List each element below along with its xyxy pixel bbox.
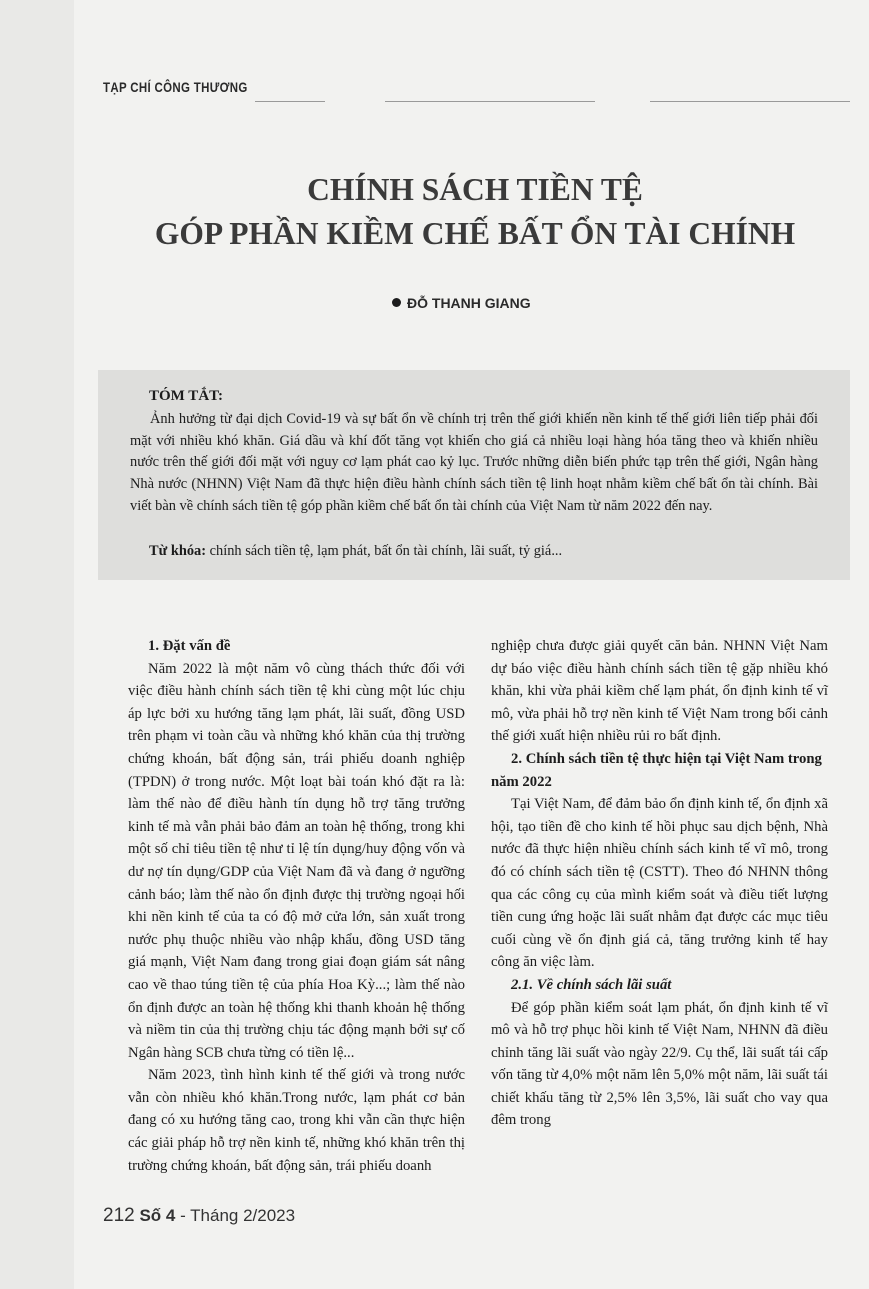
section-1-paragraph-2-continued: nghiệp chưa được giải quyết căn bản. NHNN Việt Nam dự báo việc điều hành chính sách tiền tệ gặp nhiều khó khăn, khi vừa phải kiềm chế lạm phát, ổn định kinh tế vĩ mô, vừa phải hỗ trợ nền kinh tế Việt Nam trong bối cảnh thế giới xuất hiện nhiều rủi ro bất định.: [491, 638, 828, 745]
page-footer: [103, 1205, 295, 1227]
keywords: [149, 543, 562, 560]
section-2-paragraph-1: Tại Việt Nam, để đảm bảo ổn định kinh tế, ổn định xã hội, tạo tiền đề cho kinh tế hồi phục sau dịch bệnh, Nhà nước đã thực hiện nhiều chính sách kinh tế vĩ mô, trong đó có chính sách tiền tệ (CSTT). Theo đó NHNN thông qua các công cụ của mình kiểm soát và điều tiết lượng tiền cung ứng hoặc lãi suất nhằm đạt được các mục tiêu cuối cùng về ổn định giá cả, tăng trưởng kinh tế hay công ăn việc làm.: [491, 796, 828, 971]
header-rule: [650, 101, 850, 102]
abstract-heading: TÓM TẮT:: [149, 388, 224, 404]
page-number: 212: [103, 1205, 135, 1226]
author-byline: [392, 295, 531, 311]
keywords-label: Từ khóa:: [149, 543, 207, 559]
subsection-2-1-heading: 2.1. Về chính sách lãi suất: [511, 976, 672, 993]
section-1-heading: 1. Đặt vấn đề: [148, 638, 231, 654]
keywords-list: chính sách tiền tệ, lạm phát, bất ổn tài chính, lãi suất, tỷ giá...: [206, 543, 563, 559]
article-title-line-1: CHÍNH SÁCH TIỀN TỆ: [307, 172, 643, 207]
issue-date: - Tháng 2/2023: [175, 1206, 296, 1225]
header-rule: [385, 101, 595, 102]
issue-label: Số 4: [139, 1206, 176, 1225]
bullet-icon: [392, 298, 401, 307]
header-rule: [255, 101, 325, 102]
section-1-paragraph-2: Năm 2023, tình hình kinh tế thế giới và trong nước vẫn còn nhiều khó khăn.Trong nước, lạm phát cơ bản đang có xu hướng tăng cao, trong khi vẫn cần thực hiện các giải pháp hỗ trợ nền kinh tế, những khó khăn trên thị trường chứng khoán, bất động sản, trái phiếu doanh: [128, 1067, 465, 1174]
author-name: ĐỖ THANH GIANG: [407, 295, 531, 311]
body-column-left: [128, 635, 465, 1177]
abstract-text: Ảnh hưởng từ đại dịch Covid-19 và sự bất ổn về chính trị trên thế giới khiến nền kinh tế thế giới liên tiếp phải đối mặt với nhiều khó khăn. Giá dầu và khí đốt tăng vọt khiến cho giá cả nhiều loại hàng hóa tăng theo và khiến nhiều nước trên thế giới đối mặt với nguy cơ lạm phát cao kỷ lục. Trước những diễn biến phức tạp trên thế giới, Ngân hàng Nhà nước (NHNN) Việt Nam đã thực hiện điều hành chính sách tiền tệ linh hoạt nhằm kiềm chế bất ổn tài chính. Bài viết bàn về chính sách tiền tệ góp phần kiềm chế bất ổn tài chính của Việt Nam từ năm 2022 đến nay.: [130, 411, 818, 514]
section-1-paragraph-1: Năm 2022 là một năm vô cùng thách thức đối với việc điều hành chính sách tiền tệ khi cùng một lúc chịu áp lực bởi xu hướng tăng lạm phát, lãi suất, đồng USD trên phạm vi toàn cầu và những khó khăn của thị trường chứng khoán, bất động sản, trái phiếu doanh nghiệp (TPDN) ở trong nước. Một loạt bài toán khó đặt ra là: làm thế nào để điều hành tín dụng hỗ trợ tăng trưởng kinh tế mà vẫn phải bảo đảm an toàn hệ thống, trong khi một số chỉ tiêu tiền tệ như tỉ lệ tín dụng/huy động vốn và dư nợ tín dụng/GDP của Việt Nam đã và đang ở ngưỡng cảnh báo; làm thế nào ổn định được thị trường ngoại hối khi nền kinh tế của ta có độ mở cửa lớn, sản xuất trong nước phụ thuộc nhiều vào nhập khẩu, đồng USD tăng giá mạnh, Việt Nam đang trong giai đoạn giám sát nâng cao về thao túng tiền tệ của phía Hoa Kỳ...; làm thế nào ổn định được an toàn hệ thống khi thanh khoản hệ thống và niềm tin của thị trường chịu tác động mạnh bởi sự cố Ngân hàng SCB chưa từng có tiền lệ...: [128, 660, 465, 1061]
journal-name: TẠP CHÍ CÔNG THƯƠNG: [103, 79, 248, 95]
article-title-line-2: GÓP PHẦN KIỀM CHẾ BẤT ỔN TÀI CHÍNH: [154, 216, 796, 251]
subsection-2-1-paragraph-1: Để góp phần kiểm soát lạm phát, ổn định kinh tế vĩ mô và hỗ trợ phục hồi kinh tế Việt Nam, NHNN đã điều chỉnh tăng lãi suất vào ngày 22/9. Cụ thể, lãi suất tái cấp vốn tăng từ 4,0% một năm lên 5,0% một năm, lãi suất tái chiết khấu tăng từ 2,5% lên 3,5%, lãi suất cho vay qua đêm trong: [491, 999, 828, 1129]
page-margin-shadow: [0, 0, 74, 1289]
section-2-heading: 2. Chính sách tiền tệ thực hiện tại Việt Nam trong năm 2022: [491, 750, 822, 790]
body-column-right: [491, 635, 828, 1132]
